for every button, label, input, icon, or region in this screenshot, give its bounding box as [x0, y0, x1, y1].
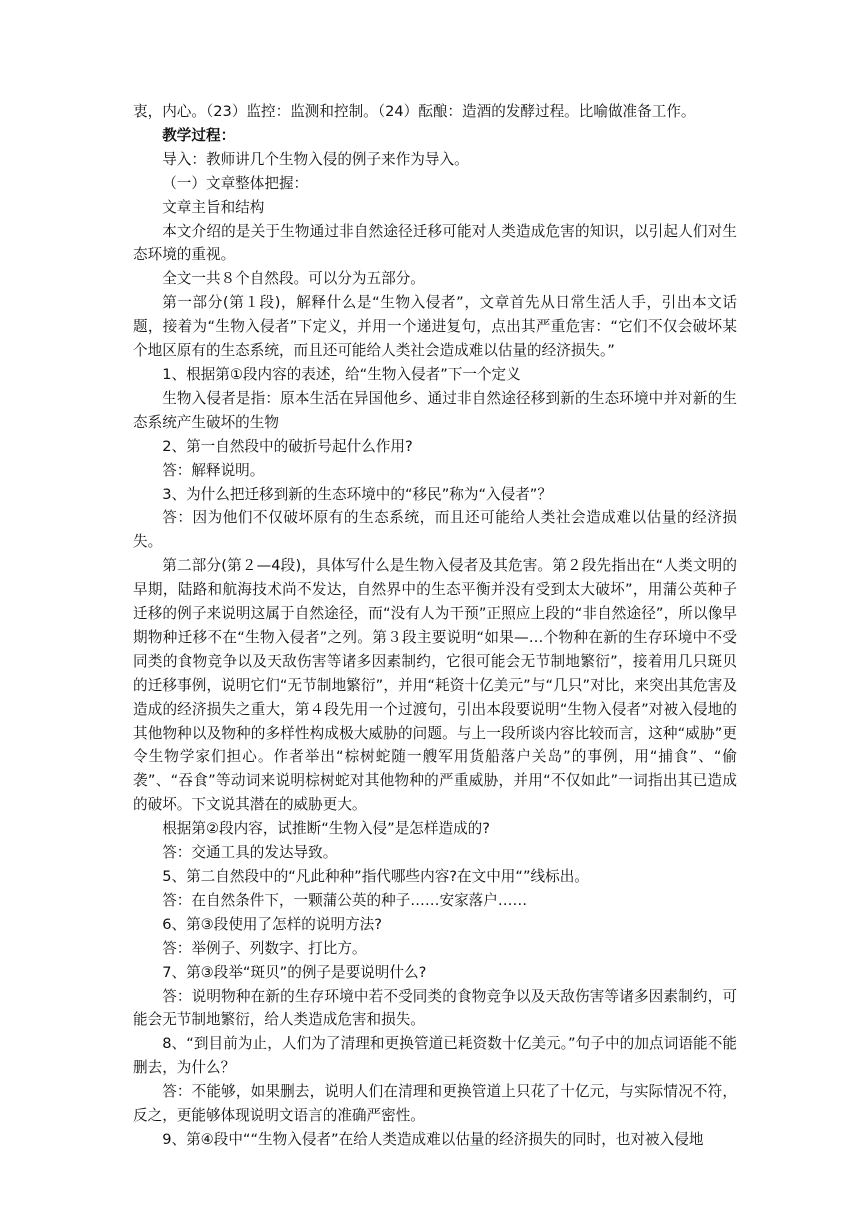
paragraph: 7、第③段举“斑贝”的例子是要说明什么?	[162, 963, 427, 981]
paragraph: 8、“到目前为止，人们为了清理和更换管道已耗资数十亿美元。”句子中的加点词语能不能删去，为什么？	[133, 1035, 737, 1077]
paragraph: 答：不能够，如果删去，说明人们在清理和更换管道上只花了十亿元，与实际情况不符，反之，更能够体现说明文语言的准确严密性。	[133, 1083, 737, 1125]
paragraph: 5、第二自然段中的“凡此种种”指代哪些内容?在文中用“”线标出。	[162, 868, 589, 885]
paragraph: 答：解释说明。	[162, 461, 265, 479]
paragraph: 答：因为他们不仅破坏原有的生态系统，而且还可能给人类社会造成难以估量的经济损失。	[133, 509, 737, 551]
paragraph: 本文介绍的是关于生物通过非自然途径迁移可能对人类造成危害的知识，以引起人们对生态环境的重视。	[133, 222, 737, 264]
document-body	[133, 100, 737, 1152]
paragraph: 文章主旨和结构	[162, 198, 265, 216]
paragraph: 全文一共８个自然段。可以分为五部分。	[162, 270, 425, 288]
paragraph: 3、为什么把迁移到新的生态环境中的“移民”称为“入侵者”？	[162, 485, 552, 503]
paragraph: 教学过程：	[162, 126, 236, 144]
paragraph: 9、第④段中““生物入侵者”在给人类造成难以估量的经济损失的同时，也对被入侵地	[162, 1130, 704, 1148]
paragraph: 第一部分(第１段)，解释什么是“生物入侵者”，文章首先从日常生活人手，引出本文话题，接着为“生物入侵者”下定义，并用一个递进复句，点出其严重危害：“它们不仅会破坏某个地区原有的生态系统，而且还可能给人类社会造成难以估量的经济损失。”	[133, 294, 737, 360]
paragraph: 第二部分(第２—4段)，具体写什么是生物入侵者及其危害。第２段先指出在“人类文明的早期，陆路和航海技术尚不发达，自然界中的生态平衡并没有受到太大破坏”，用蒲公英种子迁移的例子来说明这属于自然途径，而“没有人为干预”正照应上段的“非自然途径”，所以像早期物种迁移不在“生物入侵者”之列。第３段主要说明“如果—…个物种在新的生存环境中不受同类的食物竞争以及天敌伤害等诸多因素制约，它很可能会无节制地繁衍”，接着用几只斑贝的迁移事例，说明它们“无节制地繁衍”，并用“耗资十亿美元”与“几只”对比，来突出其危害及造成的经济损失之重大，第４段先用一个过渡句，引出本段要说明“生物入侵者”对被入侵地的其他物种以及物种的多样性构成极大威胁的问题。与上一段所谈内容比较而言，这种“威胁”更令生物学家们担心。作者举出“棕树蛇随一艘军用货船落户关岛”的事例，用“捕食”、“偷袭”、“吞食”等动词来说明棕树蛇对其他物种的严重威胁，并用“不仅如此”一词指出其已造成的破坏。下文说其潜在的威胁更大。	[133, 557, 737, 814]
paragraph: 导入：教师讲几个生物入侵的例子来作为导入。	[162, 150, 469, 168]
paragraph: （一）文章整体把握：	[162, 174, 309, 192]
paragraph: 答：交通工具的发达导致。	[162, 844, 338, 862]
paragraph: 生物入侵者是指：原本生活在异国他乡、通过非自然途径移到新的生态环境中并对新的生态系统产生破坏的生物	[133, 389, 737, 431]
paragraph: 2、第一自然段中的破折号起什么作用?	[162, 437, 413, 455]
paragraph: 答：举例子、列数字、打比方。	[162, 939, 367, 957]
paragraph: 根据第②段内容，试推断“生物入侵”是怎样造成的?	[162, 820, 491, 838]
paragraph: 6、第③段使用了怎样的说明方法?	[162, 915, 383, 933]
paragraph: 答：在自然条件下，一颗蒲公英的种子……安家落户……	[162, 891, 528, 909]
paragraph: 答：说明物种在新的生存环境中若不受同类的食物竞争以及天敌伤害等诸多因素制约，可能会无节制地繁衍，给人类造成危害和损失。	[133, 987, 737, 1029]
paragraph: 衷，内心。（23）监控：监测和控制。（24）酝酿：造酒的发酵过程。比喻做准备工作。	[133, 103, 696, 120]
paragraph: 1、根据第①段内容的表述，给“生物入侵者”下一个定义	[162, 365, 521, 383]
